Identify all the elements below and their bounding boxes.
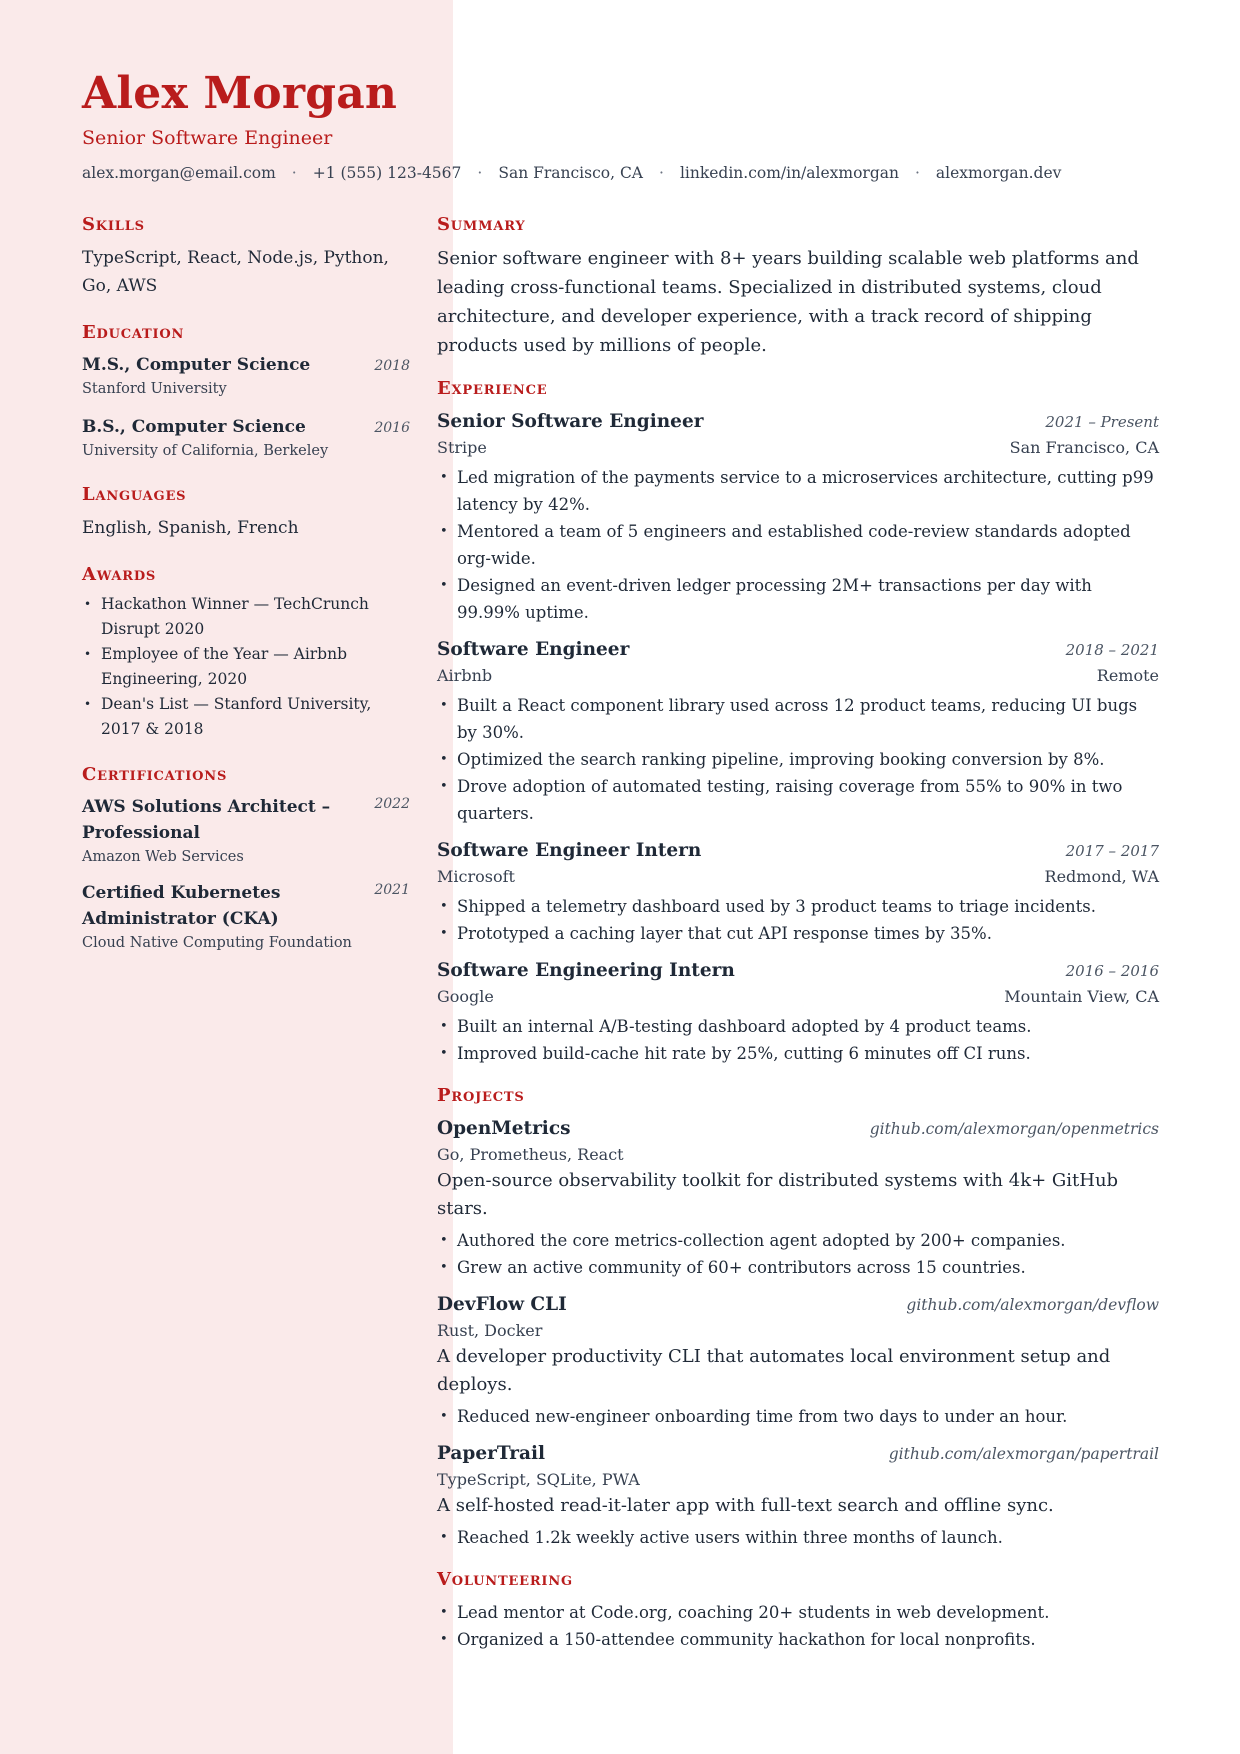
bullet: • Designed an event-driven ledger processing 2M+ transactions per day with 99.99% uptime. <box>437 572 1159 626</box>
school: Stanford University <box>82 381 227 397</box>
bullet: • Grew an active community of 60+ contributors across 15 countries. <box>437 1254 1159 1281</box>
degree: M.S., Computer Science <box>82 355 311 375</box>
bullet: • Improved build-cache hit rate by 25%, cutting 6 minutes off CI runs. <box>437 1040 1159 1067</box>
section-title: Education <box>82 322 185 343</box>
award-item: • Hackathon Winner — TechCrunch Disrupt 2020 <box>82 592 410 642</box>
project-description: A self-hosted read-it-later app with full-text search and offline sync. <box>437 1495 1054 1516</box>
job-location: Mountain View, CA <box>1004 987 1159 1006</box>
contact-separator: · <box>291 164 297 182</box>
project-name: OpenMetrics <box>437 1118 571 1139</box>
project-bullets <box>437 1524 1159 1551</box>
job-dates: 2016 – 2016 <box>1065 962 1159 980</box>
project-entry <box>437 1440 1159 1551</box>
section-title: Volunteering <box>437 1569 573 1590</box>
education-item <box>82 352 410 400</box>
job-dates: 2017 – 2017 <box>1065 842 1159 860</box>
resume-header <box>82 68 1162 182</box>
job-dates: 2018 – 2021 <box>1065 641 1159 659</box>
bullet: • Led migration of the payments service to a microservices architecture, cutting p99 latency by 42%. <box>437 464 1159 518</box>
project-link[interactable]: github.com/alexmorgan/openmetrics <box>869 1120 1159 1138</box>
section-title: Languages <box>82 484 187 505</box>
bullet: • Authored the core metrics-collection agent adopted by 200+ companies. <box>437 1227 1159 1254</box>
job-location: San Francisco, CA <box>1009 438 1159 457</box>
job-bullets <box>437 464 1159 626</box>
award-item: • Employee of the Year — Airbnb Engineering, 2020 <box>82 642 410 692</box>
contact-website[interactable]: alexmorgan.dev <box>935 164 1062 182</box>
bullet: • Shipped a telemetry dashboard used by 3 product teams to triage incidents. <box>437 893 1159 920</box>
bullet: • Optimized the search ranking pipeline, improving booking conversion by 8%. <box>437 746 1159 773</box>
bullet: • Mentored a team of 5 engineers and established code-review standards adopted org-wide. <box>437 518 1159 572</box>
education-section <box>82 322 410 462</box>
sidebar <box>82 214 410 976</box>
languages-list: English, Spanish, French <box>82 518 299 538</box>
bullet: • Drove adoption of automated testing, raising coverage from 55% to 90% in two quarters. <box>437 773 1159 827</box>
job-title: Software Engineer <box>437 639 630 660</box>
project-tech: Rust, Docker <box>437 1321 543 1340</box>
skills-section <box>82 214 410 300</box>
award-item: • Dean's List — Stanford University, 2017 & 2018 <box>82 692 410 742</box>
project-bullets <box>437 1227 1159 1281</box>
graduation-year: 2016 <box>374 420 410 436</box>
skills-list: TypeScript, React, Node.js, Python, Go, AWS <box>82 248 389 296</box>
bullet: • Built an internal A/B-testing dashboard adopted by 4 product teams. <box>437 1013 1159 1040</box>
projects-section <box>437 1085 1159 1551</box>
project-entry <box>437 1291 1159 1430</box>
job-entry <box>437 957 1159 1067</box>
project-name: PaperTrail <box>437 1443 546 1464</box>
job-title: Software Engineer Intern <box>437 840 702 861</box>
certification-issuer: Amazon Web Services <box>82 849 244 865</box>
certification-year: 2022 <box>374 796 410 812</box>
awards-section <box>82 564 410 742</box>
bullet: • Organized a 150-attendee community hackathon for local nonprofits. <box>437 1626 1159 1653</box>
company: Google <box>437 987 494 1006</box>
project-link[interactable]: github.com/alexmorgan/devflow <box>906 1296 1159 1314</box>
job-entry <box>437 636 1159 827</box>
graduation-year: 2018 <box>374 358 410 374</box>
contact-line <box>82 164 1162 182</box>
contact-separator: · <box>477 164 483 182</box>
job-bullets <box>437 692 1159 827</box>
contact-linkedin[interactable]: linkedin.com/in/alexmorgan <box>679 164 899 182</box>
candidate-role: Senior Software Engineer <box>82 127 333 149</box>
job-title: Software Engineering Intern <box>437 960 735 981</box>
section-title: Summary <box>437 214 526 235</box>
project-description: Open-source observability toolkit for distributed systems with 4k+ GitHub stars. <box>437 1170 1119 1219</box>
certification-item <box>82 880 410 954</box>
summary-section <box>437 214 1159 360</box>
certification-name: Certified Kubernetes Administrator (CKA) <box>82 883 281 929</box>
awards-list <box>82 592 410 742</box>
certification-item <box>82 794 410 868</box>
certifications-section <box>82 764 410 954</box>
company: Microsoft <box>437 867 515 886</box>
school: University of California, Berkeley <box>82 443 329 459</box>
languages-section <box>82 484 410 542</box>
job-dates: 2021 – Present <box>1045 413 1159 431</box>
job-location: Remote <box>1096 666 1159 685</box>
degree: B.S., Computer Science <box>82 417 306 437</box>
section-title: Skills <box>82 214 145 235</box>
project-name: DevFlow CLI <box>437 1294 567 1315</box>
job-bullets <box>437 893 1159 947</box>
summary-text: Senior software engineer with 8+ years building scalable web platforms and leading cross-functional teams. Specialized in distributed systems, cloud architecture, and developer experience, with a track record of shipping products used by millions of people. <box>437 248 1139 356</box>
bullet: • Built a React component library used across 12 product teams, reducing UI bugs by 30%. <box>437 692 1159 746</box>
company: Airbnb <box>437 666 493 685</box>
job-entry <box>437 837 1159 947</box>
contact-phone[interactable]: +1 (555) 123-4567 <box>312 164 462 182</box>
section-title: Certifications <box>82 764 228 785</box>
job-location: Redmond, WA <box>1044 867 1159 886</box>
experience-section <box>437 378 1159 1067</box>
section-title: Awards <box>82 564 157 585</box>
certification-name: AWS Solutions Architect – Professional <box>82 797 331 843</box>
bullet: • Reduced new-engineer onboarding time from two days to under an hour. <box>437 1403 1159 1430</box>
job-entry <box>437 408 1159 626</box>
job-title: Senior Software Engineer <box>437 411 704 432</box>
contact-separator: · <box>659 164 664 182</box>
contact-separator: · <box>914 164 920 182</box>
certification-issuer: Cloud Native Computing Foundation <box>82 935 352 951</box>
bullet: • Lead mentor at Code.org, coaching 20+ students in web development. <box>437 1599 1159 1626</box>
project-tech: TypeScript, SQLite, PWA <box>437 1470 640 1489</box>
bullet: • Prototyped a caching layer that cut API response times by 35%. <box>437 920 1159 947</box>
contact-email[interactable]: alex.morgan@email.com <box>82 164 276 182</box>
company: Stripe <box>437 438 487 457</box>
candidate-name: Alex Morgan <box>82 68 398 119</box>
project-description: A developer productivity CLI that automates local environment setup and deploys. <box>437 1346 1111 1395</box>
volunteering-list <box>437 1599 1159 1653</box>
section-title: Projects <box>437 1085 525 1106</box>
volunteering-section <box>437 1569 1159 1653</box>
project-bullets <box>437 1403 1159 1430</box>
bullet: • Reached 1.2k weekly active users within three months of launch. <box>437 1524 1159 1551</box>
certification-year: 2021 <box>374 882 410 898</box>
job-bullets <box>437 1013 1159 1067</box>
project-tech: Go, Prometheus, React <box>437 1145 624 1164</box>
project-link[interactable]: github.com/alexmorgan/papertrail <box>888 1445 1159 1463</box>
project-entry <box>437 1115 1159 1281</box>
main-column <box>437 214 1159 1671</box>
education-item <box>82 414 410 462</box>
section-title: Experience <box>437 378 548 399</box>
contact-location: San Francisco, CA <box>498 164 643 182</box>
